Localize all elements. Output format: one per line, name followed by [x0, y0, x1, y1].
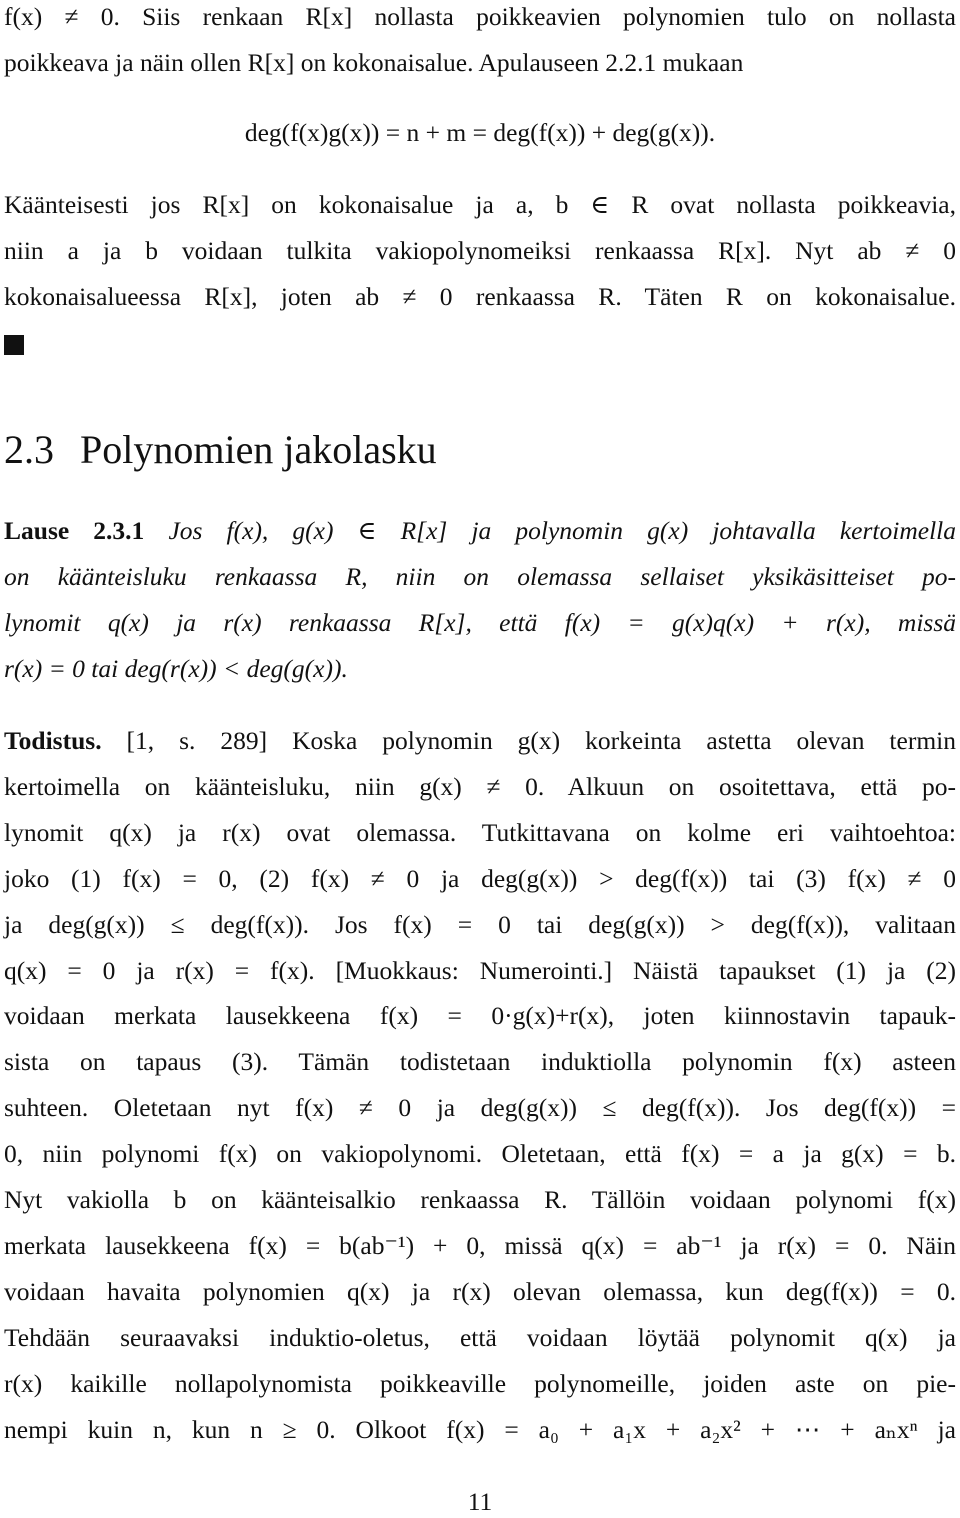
text-line: kertoimella on käänteisluku, niin g(x) ≠ 0. Alkuun on osoitettava, että po-: [4, 771, 956, 801]
theorem-first-line: [4, 508, 956, 554]
theorem-text: on käänteisluku renkaassa R, niin on olemassa sellaiset yksikäsitteiset po-: [4, 561, 956, 591]
text-line: voidaan havaita polynomien q(x) ja r(x) olevan olemassa, kun deg(f(x)) = 0.: [4, 1276, 956, 1306]
text-line: sista on tapaus (3). Tämän todistetaan induktiolla polynomin f(x) asteen: [4, 1047, 956, 1077]
intro-paragraph: [4, 0, 956, 86]
text-line: 0, niin polynomi f(x) on vakiopolynomi. Oletetaan, että f(x) = a ja g(x) = b.: [4, 1139, 956, 1169]
proof-paragraph: [4, 718, 956, 1453]
section-title: Polynomien jakolasku: [80, 427, 437, 472]
proof-first-line: [4, 718, 956, 764]
theorem-text: r(x) = 0 tai deg(r(x)) < deg(g(x)).: [4, 653, 348, 683]
text-line: poikkeava ja näin ollen R[x] on kokonaisalue. Apulauseen 2.2.1 mukaan: [4, 47, 744, 77]
text-line: Nyt vakiolla b on käänteisalkio renkaassa R. Tällöin voidaan polynomi f(x): [4, 1185, 956, 1215]
text-line: Tehdään seuraavaksi induktio-oletus, että voidaan löytää polynomit q(x) ja: [4, 1322, 956, 1352]
proof-text: [1, s. 289] Koska polynomin g(x) korkeinta astetta olevan termin: [101, 726, 956, 755]
text-line: voidaan merkata lausekkeena f(x) = 0·g(x)+r(x), joten kiinnostavin tapauk-: [4, 1001, 956, 1031]
section-number: 2.3: [4, 427, 54, 472]
text-line: r(x) kaikille nollapolynomista poikkeaville polynomeille, joiden aste on pie-: [4, 1368, 956, 1398]
theorem-label: Lause 2.3.1: [4, 516, 145, 545]
text-line: f(x) ≠ 0. Siis renkaan R[x] nollasta poikkeavien polynomien tulo on nollasta: [4, 2, 956, 31]
converse-paragraph: [4, 182, 956, 320]
theorem-paragraph: [4, 508, 956, 692]
theorem-text: lynomit q(x) ja r(x) renkaassa R[x], että f(x) = g(x)q(x) + r(x), missä: [4, 607, 956, 637]
theorem-text: Jos f(x), g(x) ∈ R[x] ja polynomin g(x) johtavalla kertoimella: [168, 516, 956, 545]
text-line: merkata lausekkeena f(x) = b(ab⁻¹) + 0, missä q(x) = ab⁻¹ ja r(x) = 0. Näin: [4, 1230, 956, 1260]
text-line: Käänteisesti jos R[x] on kokonaisalue ja a, b ∈ R ovat nollasta poikkeavia,: [4, 190, 956, 219]
qed-symbol: [4, 335, 24, 355]
text-line: kokonaisalueessa R[x], joten ab ≠ 0 renkaassa R. Täten R on kokonaisalue.: [4, 281, 956, 311]
text-line: ja deg(g(x)) ≤ deg(f(x)). Jos f(x) = 0 tai deg(g(x)) > deg(f(x)), valitaan: [4, 909, 956, 939]
text-line: lynomit q(x) ja r(x) ovat olemassa. Tutkittavana on kolme eri vaihtoehtoa:: [4, 817, 956, 847]
text-line: nempi kuin n, kun n ≥ 0. Olkoot f(x) = a₀ + a₁x + a₂x² + ⋯ + aₙxⁿ ja: [4, 1414, 956, 1444]
text-line: suhteen. Oletetaan nyt f(x) ≠ 0 ja deg(g(x)) ≤ deg(f(x)). Jos deg(f(x)) =: [4, 1093, 956, 1123]
display-formula: deg(f(x)g(x)) = n + m = deg(f(x)) + deg(g(x)).: [244, 118, 716, 147]
text-line: joko (1) f(x) = 0, (2) f(x) ≠ 0 ja deg(g(x)) > deg(f(x)) tai (3) f(x) ≠ 0: [4, 863, 956, 893]
text-line: niin a ja b voidaan tulkita vakiopolynomeiksi renkaassa R[x]. Nyt ab ≠ 0: [4, 235, 956, 265]
text-line: q(x) = 0 ja r(x) = f(x). [Muokkaus: Numerointi.] Näistä tapaukset (1) ja (2): [4, 955, 956, 985]
section-heading: [4, 424, 437, 476]
page-number: 11: [467, 1487, 493, 1516]
proof-label: Todistus.: [4, 726, 102, 755]
